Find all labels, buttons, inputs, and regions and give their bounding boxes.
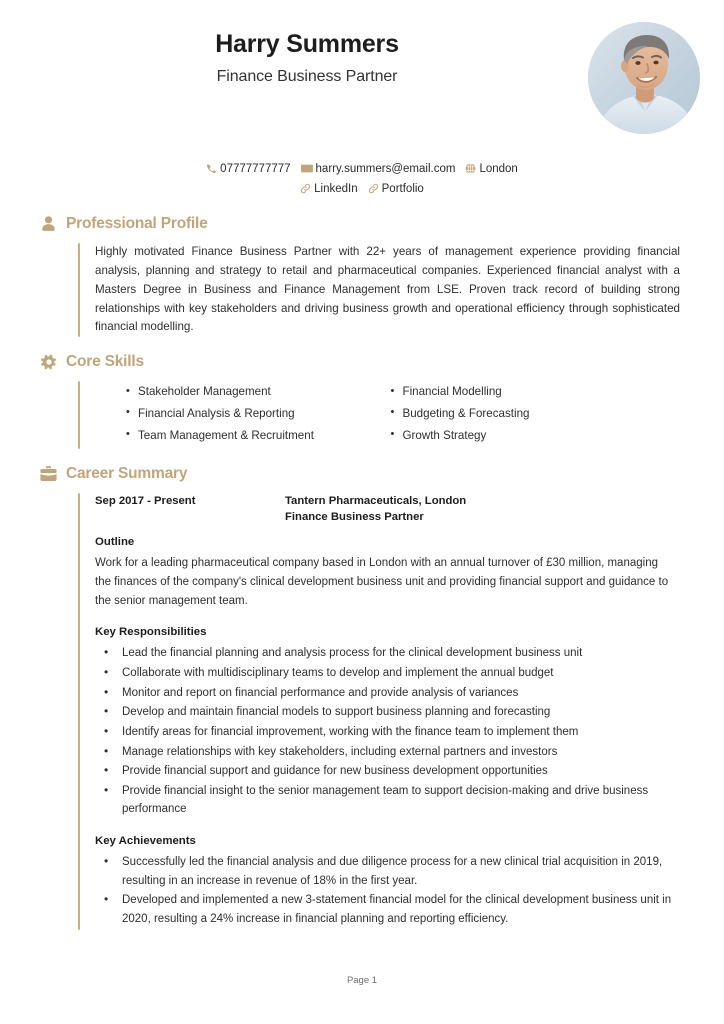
section-professional-profile: [0, 215, 724, 337]
skills-column-right: [390, 383, 685, 448]
contact-location-label: London: [479, 163, 518, 175]
contact-linkedin-label: LinkedIn: [314, 183, 358, 196]
section-career-summary: [0, 465, 724, 930]
phone-icon: [206, 163, 217, 174]
contact-email[interactable]: [301, 159, 456, 179]
outline-label: Outline: [95, 536, 135, 549]
section-core-skills: [0, 353, 724, 448]
skills-content: [80, 381, 684, 448]
job-role: Finance Business Partner: [285, 510, 424, 523]
page-title: Harry Summers: [215, 30, 399, 58]
career-body: [40, 493, 684, 930]
skills-body: [40, 381, 684, 448]
responsibilities-label: Key Responsibilities: [95, 626, 207, 639]
skills-list-right: [390, 383, 685, 445]
contact-email-label: harry.summers@email.com: [315, 163, 456, 175]
contact-portfolio-label: Portfolio: [381, 183, 424, 196]
list-item: • Developed and implemented a new 3-statement financial model for the clinical development business unit in 2020, resulting a 24% increase in financial planning and reporting efficiency.: [95, 891, 684, 928]
outline-paragraph: Work for a leading pharmaceutical company based in London with an annual turnover of £30 million, managing the finances of the company's clinical development business unit and providing financial support and guidance to the senior management team.: [95, 557, 669, 607]
list-item: • Team Management & Recruitment: [125, 427, 390, 446]
section-header-profile: [40, 215, 684, 233]
contact-line-2: [40, 179, 684, 199]
profile-body: [40, 243, 684, 337]
contact-line-1: [40, 159, 684, 179]
list-item: • Manage relationships with key stakeholders, including external partners and investors: [95, 743, 684, 762]
link-icon: [300, 183, 311, 194]
gear-icon: [40, 354, 57, 371]
section-title-skills: Core Skills: [66, 353, 144, 371]
list-item: • Budgeting & Forecasting: [390, 405, 685, 424]
header-text-block: [52, 30, 562, 86]
list-item: • Provide financial support and guidance for new business development opportunities: [95, 762, 684, 781]
skills-list-left: [125, 383, 390, 445]
list-item: • Stakeholder Management: [125, 383, 390, 402]
section-title-profile: Professional Profile: [66, 215, 208, 233]
resume-header: [0, 0, 724, 145]
list-item: • Lead the financial planning and analysis process for the clinical development business unit: [95, 644, 684, 663]
achievements-label: Key Achievements: [95, 835, 196, 848]
list-item: • Collaborate with multidisciplinary teams to develop and implement the annual budget: [95, 664, 684, 683]
skills-columns: [95, 381, 684, 448]
responsibilities-list: [95, 644, 684, 819]
contact-portfolio[interactable]: [368, 179, 424, 199]
list-item: • Identify areas for financial improvement, working with the finance team to implement them: [95, 723, 684, 742]
list-item: • Monitor and report on financial performance and provide analysis of variances: [95, 684, 684, 703]
list-item: • Provide financial insight to the senior management team to support decision-making and drive business performance: [95, 782, 684, 819]
avatar: [588, 22, 700, 134]
profile-paragraph: Highly motivated Finance Business Partner with 22+ years of management experience providing financial analysis, planning and strategy to retail and pharmaceutical companies. Experienced financial analyst with a Masters Degree in Business and Finance Management from LSE. Proven track record of building strong relationships with key stakeholders and driving business growth and operational efficiency through sophisticated financial modelling.: [95, 245, 680, 334]
section-header-career: [40, 465, 684, 483]
contact-phone[interactable]: [206, 159, 290, 179]
contact-phone-label: 07777777777: [220, 163, 291, 175]
contact-block: [0, 159, 724, 199]
contact-location[interactable]: [465, 159, 517, 179]
page-number: Page 1: [346, 975, 378, 986]
section-title-career: Career Summary: [66, 464, 188, 482]
briefcase-icon: [40, 465, 57, 482]
list-item: • Financial Analysis & Reporting: [125, 405, 390, 424]
globe-icon: [465, 163, 476, 174]
achievements-list: [95, 853, 684, 929]
list-item: • Successfully led the financial analysis and due diligence process for a new clinical trial acquisition in 2019, resulting in an increase in revenue of 18% in the first year.: [95, 853, 684, 890]
skills-column-left: [95, 383, 390, 448]
section-header-skills: [40, 353, 684, 371]
profile-photo-icon: [588, 22, 700, 134]
list-item: • Financial Modelling: [390, 383, 685, 402]
list-item: • Develop and maintain financial models to support business planning and forecasting: [95, 703, 684, 722]
job-header: [95, 493, 684, 526]
header-job-title: Finance Business Partner: [216, 67, 398, 85]
job-company-role: [285, 493, 466, 526]
person-icon: [40, 216, 57, 233]
list-item: • Growth Strategy: [390, 427, 685, 446]
page-footer: [0, 975, 724, 986]
job-dates: Sep 2017 - Present: [95, 494, 196, 507]
profile-content: [80, 243, 684, 337]
career-content: [80, 493, 684, 930]
link-icon: [368, 183, 379, 194]
job-company: Tantern Pharmaceuticals, London: [285, 494, 467, 507]
email-icon: [301, 163, 313, 174]
contact-linkedin[interactable]: [300, 179, 357, 199]
